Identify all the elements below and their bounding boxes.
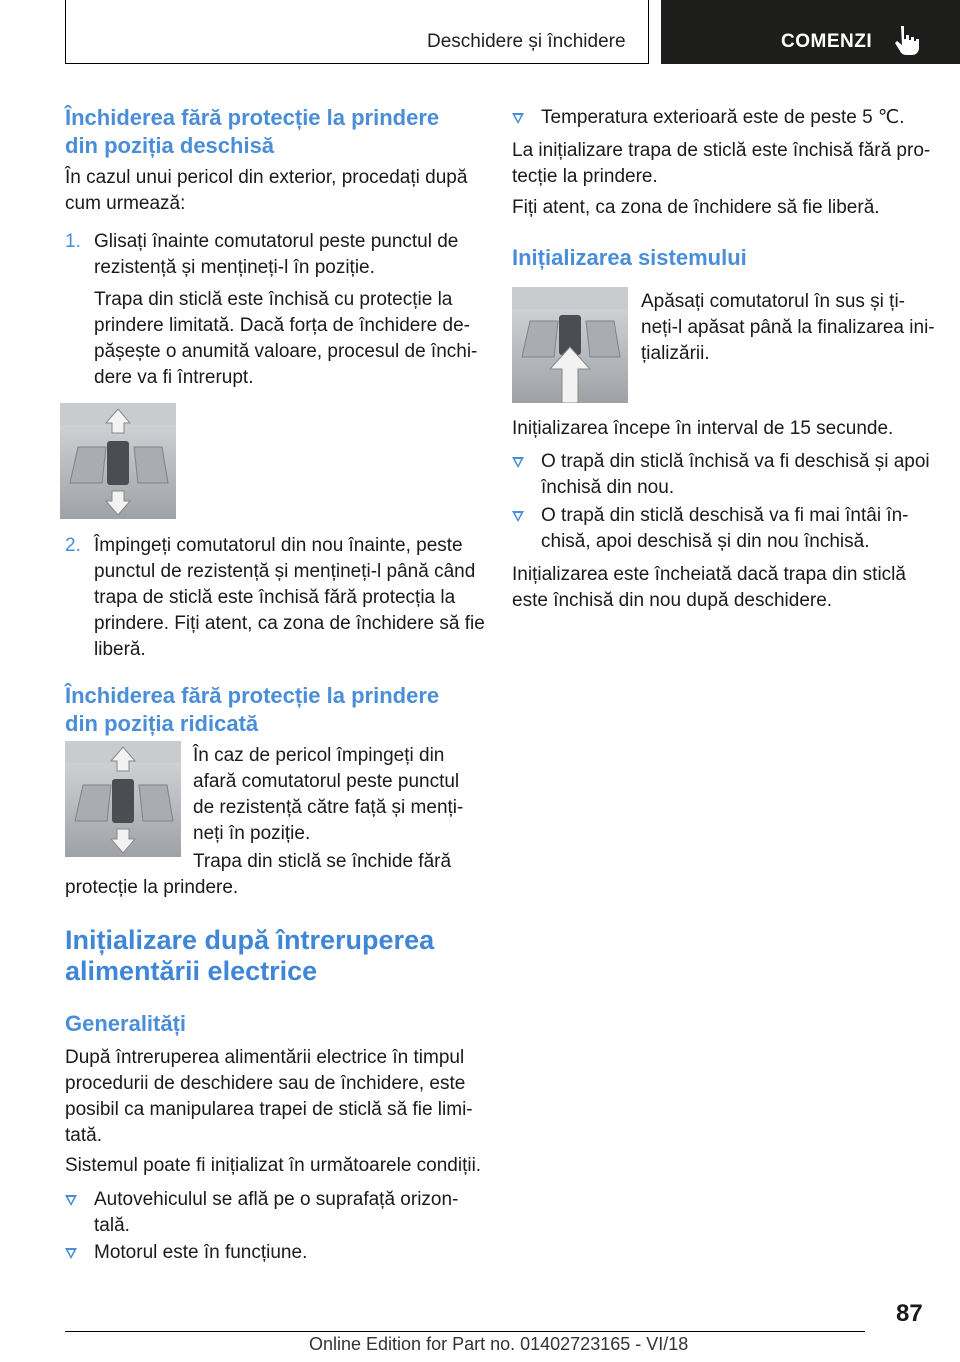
condition-item: Motorul este în funcțiune. <box>94 1242 308 1263</box>
step1-text: Glisați înainte comutatorul peste punctul de rezistență și mențineți-l în poziție. <box>94 231 459 278</box>
bullet-triangle-icon <box>65 1195 77 1206</box>
bullet-triangle-icon <box>512 457 524 468</box>
tab-label: COMENZI <box>781 31 873 52</box>
heading-line: din poziția deschisă <box>65 133 275 158</box>
intro-paragraph: În cazul unui pericol din exterior, procedați după cum urmează: <box>65 167 468 214</box>
condition-item: Autovehiculul se află pe o suprafață orizon- tală. <box>94 1189 459 1236</box>
raised-paragraph: În caz de pericol împingeți din afară comutatorul peste punctul de rezistență către față și menți- neți în poziție. <box>193 745 464 844</box>
heading-line: alimentării electrice <box>65 956 318 986</box>
condition-item: Temperatura exterioară este de peste 5 ℃. <box>541 107 905 128</box>
switch-image-2 <box>65 741 181 857</box>
heading-line: Închiderea fără protecție la prindere <box>65 683 440 708</box>
section-title: Deschidere și închidere <box>427 31 626 52</box>
heading-closing-open <box>65 104 439 160</box>
step1-note: Trapa din sticlă este închisă cu protecție la prindere limitată. Dacă forța de închidere de- pășește o anumită valoare, procesul de închi- dere va fi întrerupt. <box>94 289 478 388</box>
switch-image-3 <box>512 287 628 403</box>
footer-edition: Online Edition for Part no. 01402723165 - VI/18 <box>309 1334 689 1354</box>
init-item: O trapă din sticlă închisă va fi deschisă și apoi închisă din nou. <box>541 451 930 498</box>
conditions-intro: Sistemul poate fi inițializat în următoarele condiții. <box>65 1155 482 1176</box>
bullet-triangle-icon <box>512 113 524 124</box>
attention-paragraph: Fiți atent, ca zona de închidere să fie liberă. <box>512 197 880 218</box>
bullet-triangle-icon <box>512 511 524 522</box>
heading-system-init: Inițializarea sistemului <box>512 245 747 270</box>
heading-line: din poziția ridicată <box>65 711 259 736</box>
heading-closing-raised <box>65 682 439 738</box>
init-start-paragraph: Inițializarea începe în interval de 15 secunde. <box>512 418 894 439</box>
switch-image-1 <box>60 403 176 519</box>
init-instruction: Apăsați comutatorul în sus și ți- neți-l apăsat până la finalizarea ini- țializării. <box>641 291 935 364</box>
step-number: 2. <box>65 535 81 556</box>
init-complete-paragraph: Inițializarea este încheiată dacă trapa din sticlă este închisă din nou după deschidere. <box>512 564 906 611</box>
heading-line: Inițializare după întreruperea <box>65 925 435 955</box>
init-item: O trapă din sticlă deschisă va fi mai întâi în- chisă, apoi deschisă și din nou închisă. <box>541 505 909 552</box>
footer-divider <box>65 1331 865 1332</box>
heading-line: Închiderea fără protecție la prindere <box>65 105 440 130</box>
hand-pointer-icon <box>892 24 920 56</box>
heading-initialization-after-power <box>65 925 434 987</box>
heading-general: Generalități <box>65 1011 187 1036</box>
raised-note: Trapa din sticlă se închide fără protecție la prindere. <box>65 851 452 898</box>
general-paragraph: După întreruperea alimentării electrice în timpul procedurii de deschidere sau de închidere, este posibil ca manipularea trapei de sticlă să fie limi- tată. <box>65 1047 473 1146</box>
step2-text: Împingeți comutatorul din nou înainte, peste punctul de rezistență și mențineți-l până când trapa de sticlă este închisă fără protecția la prindere. Fiți atent, ca zona de închidere să fie liberă. <box>94 535 485 660</box>
step-number: 1. <box>65 231 81 252</box>
bullet-triangle-icon <box>65 1248 77 1259</box>
page-number: 87 <box>896 1300 923 1327</box>
init-paragraph: La inițializare trapa de sticlă este închisă fără pro- tecție la prindere. <box>512 140 931 187</box>
